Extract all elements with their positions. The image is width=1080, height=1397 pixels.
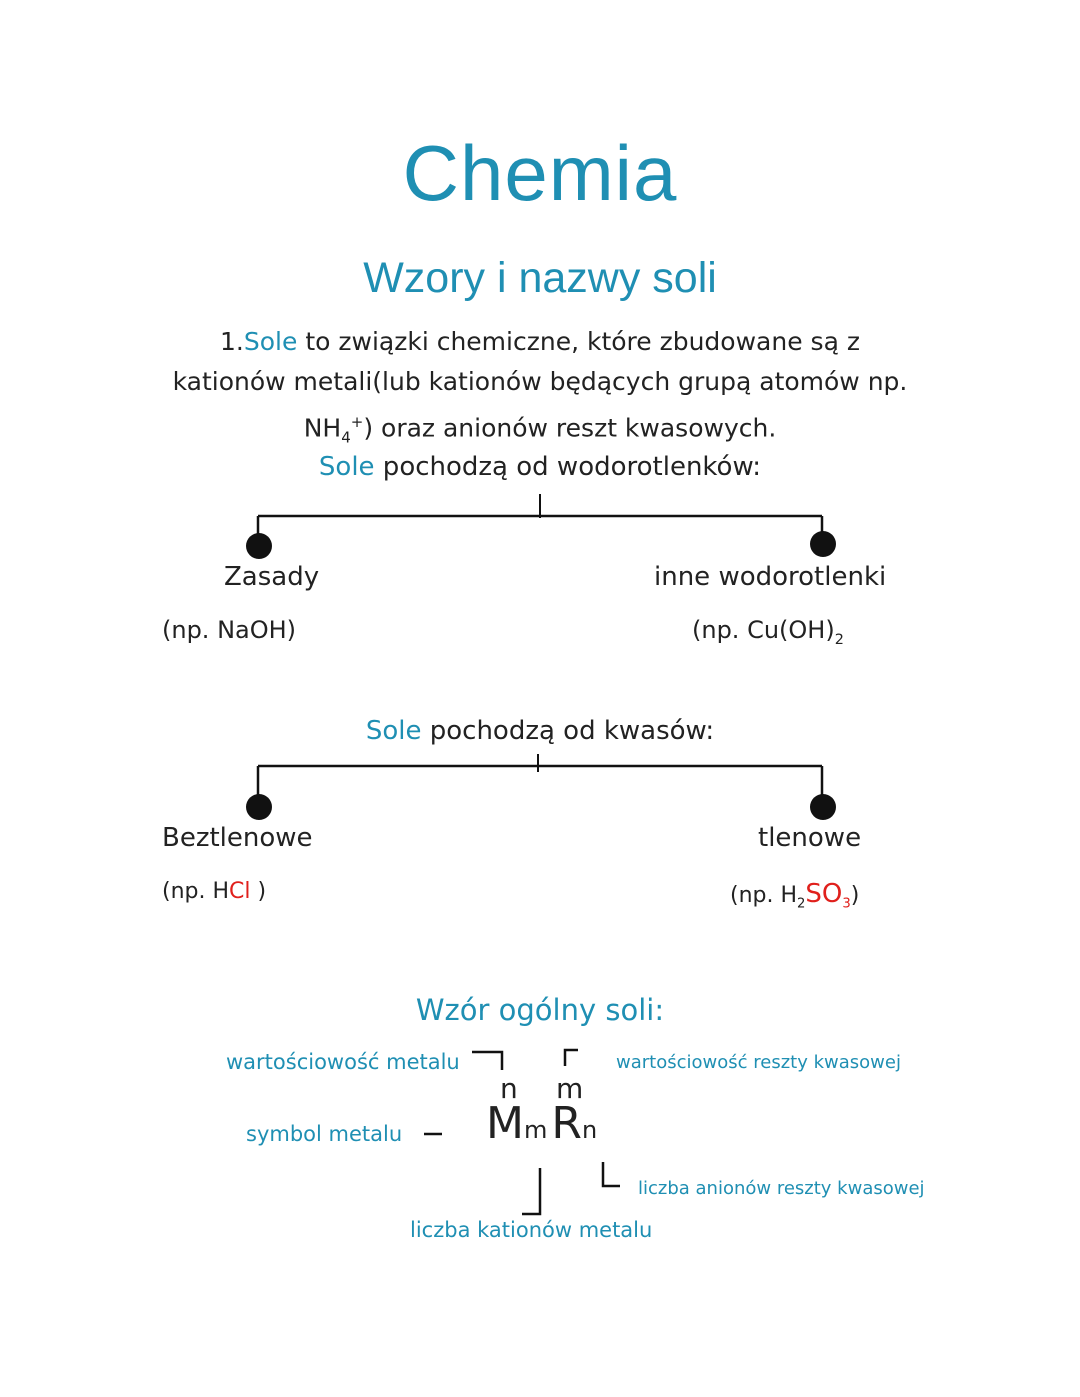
general-formula [486, 1098, 597, 1149]
other-hydroxides-formula-sub: 2 [834, 631, 844, 648]
right-branch-dot-2 [810, 794, 836, 820]
intro-line-1-text: to związki chemiczne, które zbudowane są z [297, 327, 860, 356]
cation-count-symbol: m [523, 1116, 548, 1144]
formula-heading: Wzór ogólny soli: [415, 993, 665, 1027]
section-hydroxides-text: pochodzą od wodorotlenków: [374, 452, 762, 482]
formula-nh: NH [303, 413, 342, 443]
left-branch-dot-1 [246, 533, 272, 559]
oxo-label: tlenowe [758, 823, 862, 853]
anion-count-label: liczba anionów reszty kwasowej [638, 1178, 925, 1199]
oxo-example [730, 879, 859, 911]
acid-valence-m: m [556, 1072, 584, 1105]
acid-residue-symbol: R [551, 1098, 582, 1149]
intro-number: 1. [220, 327, 244, 356]
formula-nh-sup: + [350, 413, 364, 431]
acid-valence-label: wartościowość reszty kwasowej [616, 1052, 901, 1073]
cation-count-label: liczba kationów metalu [410, 1218, 653, 1242]
oxygen-free-example [162, 879, 266, 904]
other-hydroxides-label: inne wodorotlenki [654, 562, 887, 592]
oxygen-free-close: ) [250, 879, 267, 904]
oxo-formula-sub: 2 [797, 896, 806, 912]
oxo-anion-sub: 3 [842, 896, 851, 912]
metal-symbol-label: symbol metalu [246, 1122, 403, 1146]
intro-line-2: kationów metali(lub kationów będących grupą atomów np. [172, 367, 908, 396]
metal-symbol: M [486, 1098, 524, 1149]
formula-nh-sub: 4 [341, 428, 351, 447]
anion-count-symbol: n [581, 1116, 598, 1144]
oxo-anion: SO [805, 879, 843, 909]
intro-keyword: Sole [243, 327, 298, 356]
section-acids-keyword: Sole [365, 716, 422, 746]
left-branch-dot-2 [246, 794, 272, 820]
right-branch-dot-1 [810, 531, 836, 557]
bases-example: (np. NaOH) [162, 616, 297, 644]
oxo-close: ) [850, 883, 860, 908]
metal-valence-label: wartościowość metalu [226, 1050, 460, 1074]
other-hydroxides-formula: (np. Cu(OH) [692, 616, 835, 644]
metal-valence-n: n [500, 1072, 518, 1105]
page-title: Chemia [402, 129, 678, 217]
other-hydroxides-example [692, 616, 844, 648]
oxygen-free-anion: Cl [229, 879, 251, 904]
page-subtitle: Wzory i nazwy soli [363, 254, 717, 302]
section-acids-text: pochodzą od kwasów: [421, 716, 715, 746]
oxygen-free-formula: (np. H [162, 879, 230, 904]
oxygen-free-label: Beztlenowe [162, 823, 313, 853]
section-hydroxides-keyword: Sole [318, 452, 375, 482]
oxo-formula: (np. H [730, 883, 798, 908]
bases-label: Zasady [224, 562, 320, 592]
section-acids-heading [0, 716, 1080, 746]
intro-line-3-text: ) oraz anionów reszt kwasowych. [363, 413, 777, 443]
